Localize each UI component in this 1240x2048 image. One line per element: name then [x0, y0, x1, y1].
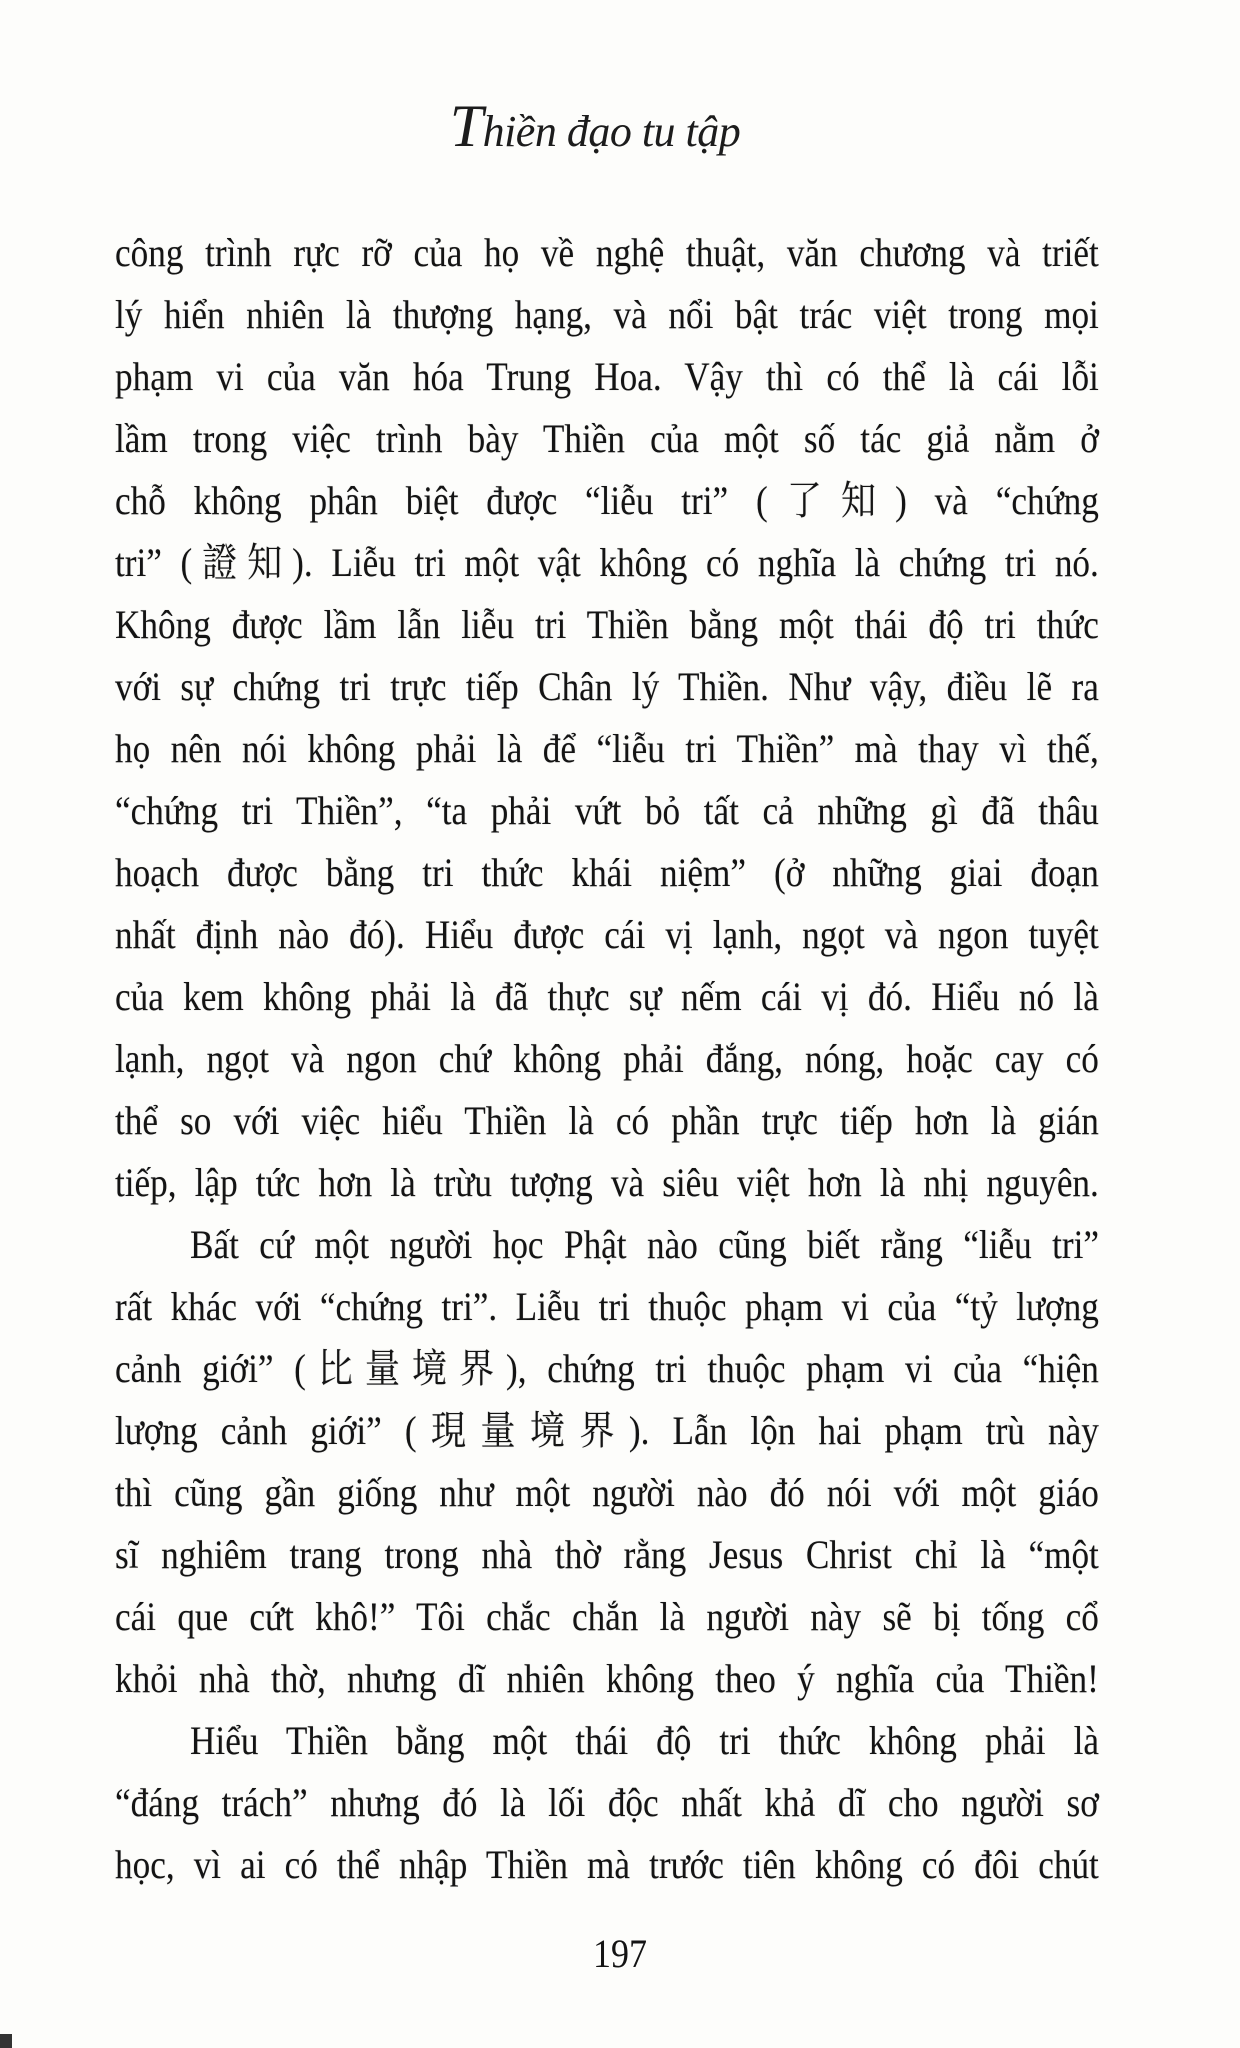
text-line: thì cũng gần giống như một người nào đó nói với một giáo — [115, 1470, 1099, 1515]
text-line: Không được lầm lẫn liễu tri Thiền bằng một thái độ tri thức — [115, 602, 1099, 647]
text-line: phạm vi của văn hóa Trung Hoa. Vậy thì có thể là cái lỗi — [115, 354, 1099, 399]
text-line: tri” (證知). Liễu tri một vật không có nghĩa là chứng tri nó. — [115, 540, 1099, 585]
scan-edge-mark — [0, 2034, 12, 2048]
text-line: thể so với việc hiểu Thiền là có phần trực tiếp hơn là gián — [115, 1098, 1099, 1143]
text-line: công trình rực rỡ của họ về nghệ thuật, văn chương và triết — [115, 230, 1099, 275]
text-line: Bất cứ một người học Phật nào cũng biết rằng “liễu tri” — [190, 1222, 1100, 1267]
text-line: chỗ không phân biệt được “liễu tri” (了知) và “chứng — [115, 478, 1099, 523]
text-line: tiếp, lập tức hơn là trừu tượng và siêu việt hơn là nhị nguyên. — [115, 1160, 1099, 1205]
text-line: lý hiển nhiên là thượng hạng, và nổi bật trác việt trong mọi — [115, 292, 1099, 337]
text-line: học, vì ai có thể nhập Thiền mà trước tiên không có đôi chút — [115, 1842, 1099, 1887]
text-line: họ nên nói không phải là để “liễu tri Thiền” mà thay vì thế, — [115, 726, 1099, 771]
body-text — [115, 222, 1099, 1896]
text-line: “chứng tri Thiền”, “ta phải vứt bỏ tất cả những gì đã thâu — [115, 788, 1099, 833]
text-line: lượng cảnh giới” (現量境界). Lẫn lộn hai phạm trù này — [115, 1408, 1099, 1453]
text-line: lạnh, ngọt và ngon chứ không phải đắng, nóng, hoặc cay có — [115, 1036, 1099, 1081]
running-head-initial: T — [449, 93, 483, 159]
text-line: nhất định nào đó). Hiểu được cái vị lạnh, ngọt và ngon tuyệt — [115, 912, 1099, 957]
text-line: lầm trong việc trình bày Thiền của một số tác giả nằm ở — [115, 416, 1099, 461]
text-line: Hiểu Thiền bằng một thái độ tri thức không phải là — [190, 1718, 1100, 1763]
page-number: 197 — [593, 1931, 647, 1976]
text-line: rất khác với “chứng tri”. Liễu tri thuộc phạm vi của “tỷ lượng — [115, 1284, 1099, 1329]
text-line: “đáng trách” nhưng đó là lối độc nhất khả dĩ cho người sơ — [115, 1780, 1099, 1825]
text-line: của kem không phải là đã thực sự nếm cái vị đó. Hiểu nó là — [115, 974, 1099, 1019]
text-line: cái que cứt khô!” Tôi chắc chắn là người này sẽ bị tống cổ — [115, 1594, 1099, 1639]
text-line: hoạch được bằng tri thức khái niệm” (ở những giai đoạn — [115, 850, 1099, 895]
text-line: với sự chứng tri trực tiếp Chân lý Thiền. Như vậy, điều lẽ ra — [115, 664, 1099, 709]
text-line: cảnh giới” (比量境界), chứng tri thuộc phạm vi của “hiện — [115, 1346, 1099, 1391]
running-head — [0, 92, 1190, 161]
text-line: sĩ nghiêm trang trong nhà thờ rằng Jesus Christ chỉ là “một — [115, 1532, 1099, 1577]
running-head-title: hiền đạo tu tập — [482, 107, 741, 156]
text-line: khỏi nhà thờ, nhưng dĩ nhiên không theo ý nghĩa của Thiền! — [115, 1656, 1099, 1701]
